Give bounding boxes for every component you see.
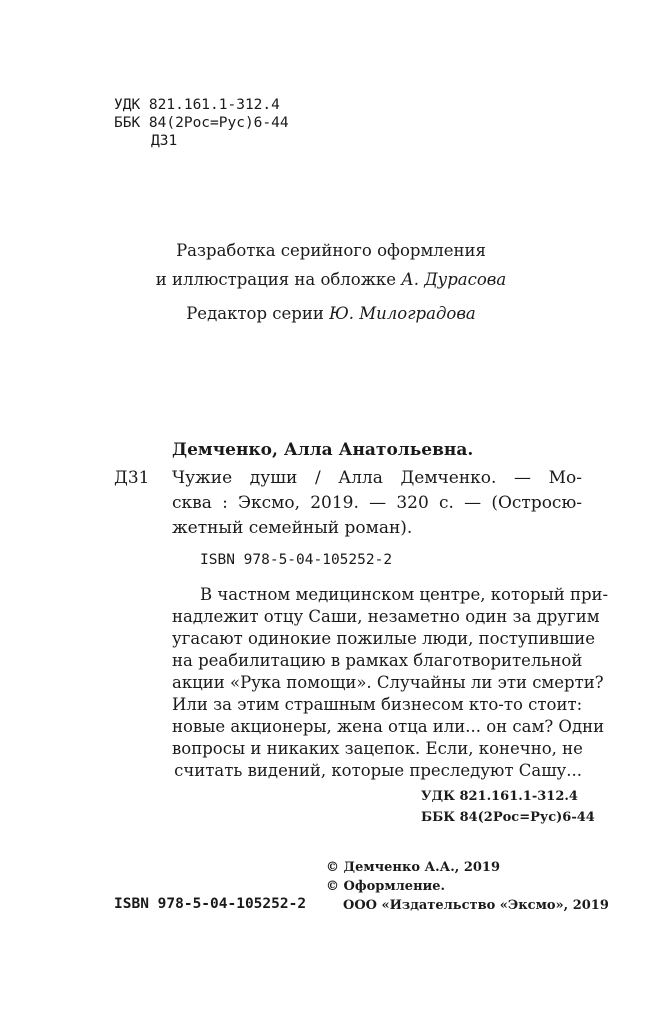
cover-credit-prefix: и иллюстрация на обложке — [155, 270, 396, 289]
isbn-footer: ISBN 978-5-04-105252-2 — [114, 896, 307, 912]
editor-prefix: Редактор серии — [186, 304, 324, 323]
bibliographic-line: сква : Эксмо, 2019. — 320 с. — (Остросю- — [172, 493, 582, 513]
bibliographic-code: Д31 — [114, 468, 150, 488]
publisher-copyright: ООО «Издательство «Эксмо», 2019 — [343, 898, 609, 913]
annotation-line: Или за этим страшным бизнесом кто-то стоит: — [172, 695, 583, 714]
annotation-line: акции «Рука помощи». Случайны ли эти смерти? — [172, 673, 604, 692]
annotation-line: угасают одинокие пожилые люди, поступившие — [172, 629, 595, 648]
isbn-record: ISBN 978-5-04-105252-2 — [200, 552, 393, 568]
annotation-line: на реабилитацию в рамках благотворительной — [172, 651, 583, 670]
udk-code: УДК 821.161.1-312.4 — [114, 97, 280, 113]
author-heading: Демченко, Алла Анатольевна. — [172, 440, 474, 460]
bibliographic-line: Чужие души / Алла Демченко. — Мо- — [172, 468, 582, 488]
copyright-author: © Демченко А.А., 2019 — [326, 860, 500, 875]
annotation-line: вопросы и никаких зацепок. Если, конечно, не — [172, 739, 583, 758]
annotation-line: В частном медицинском центре, который при- — [200, 585, 609, 604]
annotation-line: надлежит отцу Саши, незаметно один за другим — [172, 607, 600, 626]
cover-illustration-credit — [0, 270, 662, 289]
bibliographic-line: жетный семейный роман). — [172, 518, 413, 538]
editor-name: Ю. Милоградова — [329, 304, 476, 323]
copyright-design: © Оформление. — [326, 879, 446, 894]
series-editor-credit — [0, 304, 662, 323]
annotation-bbk: ББК 84(2Рос=Рус)6-44 — [421, 810, 595, 825]
series-design-credit: Разработка серийного оформления — [176, 241, 486, 260]
author-code: Д31 — [151, 133, 178, 149]
annotation-line: считать видений, которые преследуют Сашу... — [174, 761, 582, 780]
bbk-code: ББК 84(2Рос=Рус)6-44 — [114, 115, 289, 131]
annotation-line: новые акционеры, жена отца или... он сам? Одни — [172, 717, 605, 736]
annotation-udk: УДК 821.161.1-312.4 — [421, 789, 578, 804]
cover-artist-name: А. Дурасова — [401, 270, 507, 289]
